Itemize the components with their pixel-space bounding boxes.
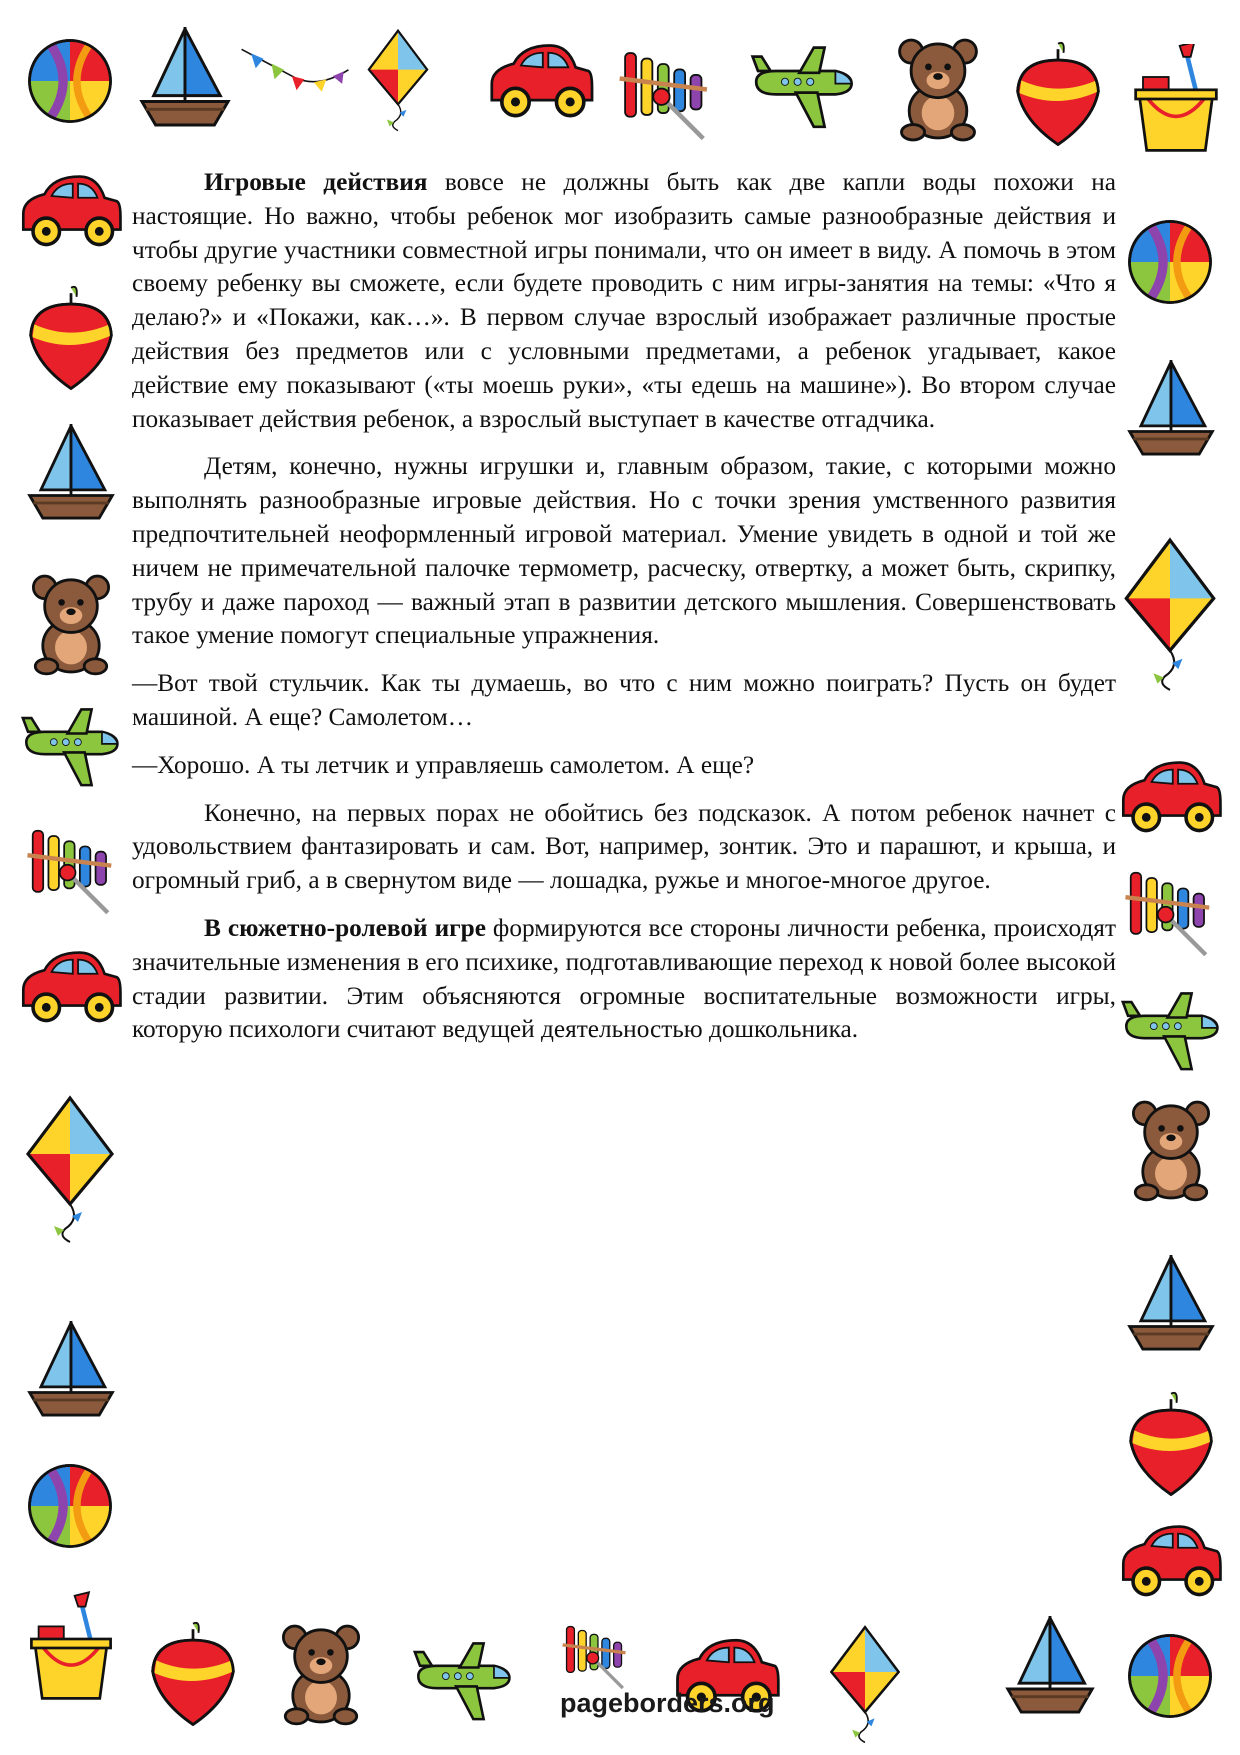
- paragraph-text: вовсе не должны быть как две капли воды похожи на настоящие. Но важно, чтобы ребенок мог изобразить самые разнообразные действия и чтобы другие участники совместной игры понимали, что он имеет в виду. А помочь в этом своему ребенку вы сможете, если будете проводить с ним игры-занятия на темы: «Что я делаю?» и «Покажи, как…». В первом случае взрослый изображает различные простые действия без предметов или с условными предметами, а ребенок угадывает, какое действие ему показывают («ты моешь руки», «ты едешь на машине»). Во втором случае показывает действия ребенок, а взрослый выступает в качестве отгадчика.: [132, 168, 1116, 433]
- kite-icon: [1118, 494, 1222, 734]
- xylophone-icon: [1122, 864, 1218, 960]
- sailboat-icon: [1124, 1238, 1218, 1368]
- sailboat-icon: [24, 418, 118, 526]
- paragraph-text: —Хорошо. А ты летчик и управляешь самолетом. А еще?: [132, 750, 755, 779]
- sand-bucket-icon: [1130, 44, 1222, 154]
- spinning-top-icon: [24, 284, 118, 394]
- dialogue-line-chair: [132, 667, 1116, 735]
- dialogue-line-pilot: [132, 749, 1116, 783]
- paragraph-text: Детям, конечно, нужны игрушки и, главным образом, такие, с которыми можно выполнять разнообразные игровые действия. Но с точки зрения умственного развития предпочтительней неоформленный игровой материал. Умение увидеть в одной и той же ничем не примечательной палочке термометр, расческу, отвертку, а может быть, скрипку, трубу и даже пароход — важный этап в развитии детского мышления. Совершенствовать такое умение помогут специальные упражнения.: [132, 452, 1116, 650]
- car-icon: [18, 170, 124, 252]
- spinning-top-icon: [1124, 1390, 1218, 1500]
- paragraph-text: —Вот твой стульчик. Как ты думаешь, во что с ним можно поиграть? Пусть он будет машиной. А еще? Самолетом…: [132, 669, 1116, 731]
- spinning-top-icon: [1010, 40, 1106, 150]
- airplane-icon: [18, 706, 124, 792]
- paragraph-game-actions: [132, 166, 1116, 436]
- teddy-bear-icon: [274, 1622, 368, 1726]
- sailboat-icon: [1124, 346, 1218, 470]
- car-icon: [1118, 756, 1224, 838]
- article-body: [132, 166, 1116, 1061]
- watermark-text: pageborders.org: [560, 1688, 775, 1718]
- xylophone-icon: [548, 1620, 644, 1692]
- xylophone-icon: [616, 44, 716, 144]
- xylophone-icon: [24, 822, 120, 918]
- kite-icon: [338, 28, 458, 132]
- sailboat-icon: [24, 1304, 118, 1434]
- paragraph-toys: [132, 450, 1116, 653]
- teddy-bear-icon: [890, 36, 986, 142]
- spinning-top-icon: [146, 1620, 240, 1730]
- teddy-bear-icon: [1124, 1098, 1218, 1202]
- ball-icon: [1124, 216, 1216, 308]
- bold-lead: В сюжетно-ролевой игре: [204, 913, 486, 942]
- kite-icon: [20, 1056, 120, 1282]
- sailboat-icon: [1002, 1600, 1098, 1730]
- bold-lead: Игровые действия: [204, 168, 428, 196]
- ball-icon: [24, 1460, 116, 1552]
- car-icon: [1118, 1520, 1224, 1602]
- airplane-icon: [410, 1640, 516, 1726]
- car-icon: [486, 40, 596, 122]
- sailboat-icon: [136, 22, 234, 132]
- paragraph-text: Конечно, на первых порах не обойтись без подсказок. А потом ребенок начнет с удовольствием фантазировать и сам. Вот, например, зонтик. Это и парашют, и крыша, и огромный гриб, а в свернутом виде — лошадка, ружье и многое-многое другое.: [132, 798, 1116, 895]
- ball-icon: [1124, 1630, 1216, 1722]
- kite-icon: [800, 1624, 930, 1744]
- paragraph-role-play: [132, 912, 1116, 1047]
- ball-icon: [24, 35, 116, 127]
- paragraph-text: формируются все стороны личности ребенка, происходят значительные изменения в его психике, подготавливающие переход к новой более высокой стадии развитии. Этим объясняются огромные воспитательные возможности игры, которую психологи считают ведущей деятельностью дошкольника.: [132, 913, 1117, 1044]
- paragraph-hints: [132, 797, 1116, 898]
- sand-bucket-icon: [26, 1588, 116, 1708]
- car-icon: [18, 946, 124, 1028]
- bunting-icon: [240, 40, 350, 98]
- airplane-icon: [748, 44, 858, 134]
- teddy-bear-icon: [24, 572, 118, 676]
- airplane-icon: [1118, 990, 1224, 1076]
